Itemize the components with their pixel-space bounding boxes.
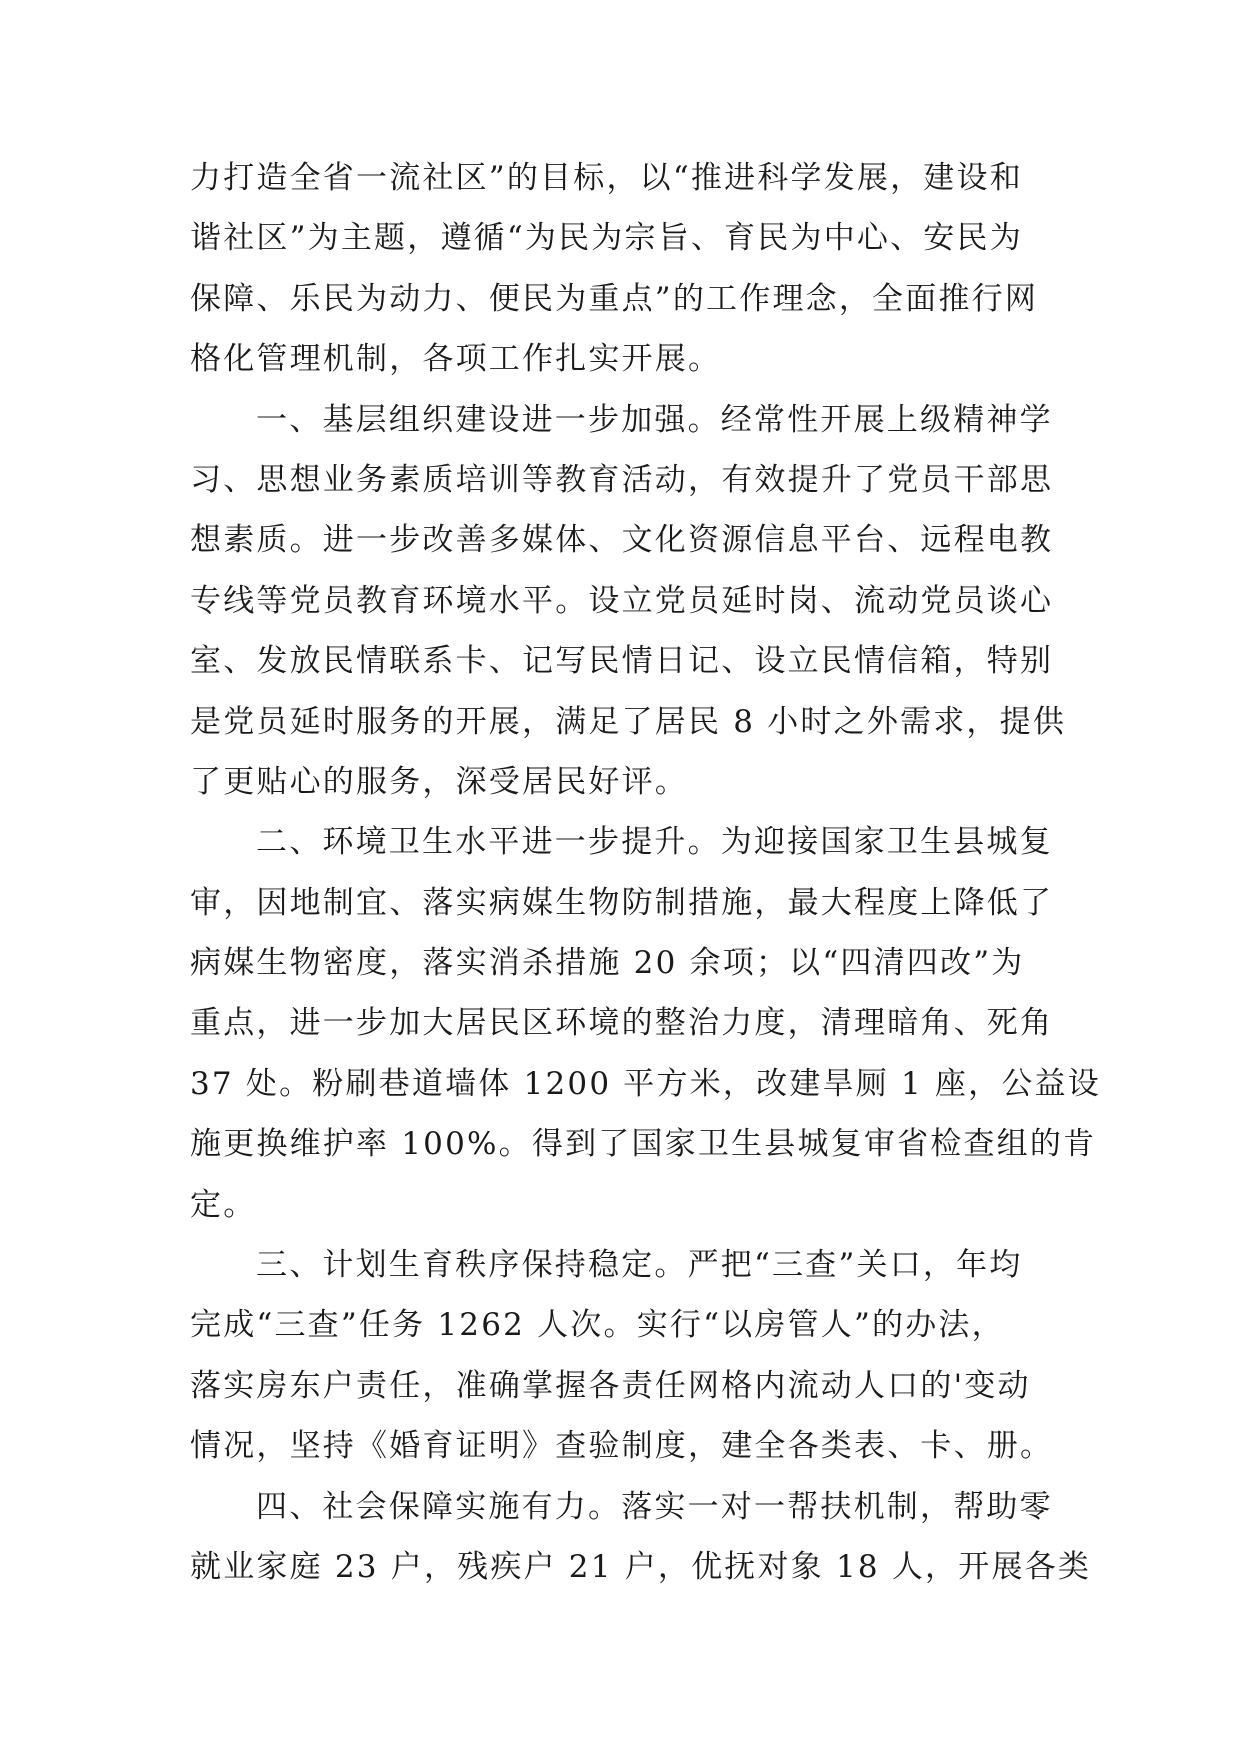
paragraph-first-line: 二、环境卫生水平进一步提升。为迎接国家卫生县城复 <box>256 824 1053 861</box>
text-line: 了更贴心的服务，深受居民好评。 <box>190 763 688 800</box>
text-line: 保障、乐民为动力、便民为重点”的工作理念，全面推行网 <box>190 280 1039 317</box>
text-line: 37 处。粉刷巷道墙体 1200 平方米，改建旱厕 1 座，公益设 <box>190 1065 1101 1102</box>
text-line: 重点，进一步加大居民区环境的整治力度，清理暗角、死角 <box>190 1005 1054 1042</box>
text-line: 定。 <box>190 1186 257 1223</box>
text-line: 就业家庭 23 户，残疾户 21 户，优抚对象 18 人，开展各类 <box>190 1548 1092 1585</box>
paragraph-first-line: 四、社会保障实施有力。落实一对一帮扶机制，帮助零 <box>256 1488 1053 1525</box>
text-line: 力打造全省一流社区”的目标，以“推进科学发展，建设和 <box>190 160 1023 196</box>
text-line: 完成“三查”任务 1262 人次。实行“以房管人”的办法， <box>190 1307 1005 1344</box>
paragraph-first-line: 三、计划生育秩序保持稳定。严把“三查”关口，年均 <box>256 1247 1023 1284</box>
text-line: 情况，坚持《婚育证明》查验制度，建全各类表、卡、册。 <box>190 1428 1054 1465</box>
body-text <box>190 148 1101 1597</box>
text-line: 施更换维护率 100%。得到了国家卫生县城复审省检查组的肯 <box>190 1126 1097 1163</box>
text-line: 审，因地制宜、落实病媒生物防制措施，最大程度上降低了 <box>190 884 1054 921</box>
text-line: 是党员延时服务的开展，满足了居民 8 小时之外需求，提供 <box>190 703 1067 740</box>
text-line: 室、发放民情联系卡、记写民情日记、设立民情信箱，特别 <box>190 643 1054 680</box>
text-line: 专线等党员教育环境水平。设立党员延时岗、流动党员谈心 <box>190 582 1054 619</box>
text-line: 习、思想业务素质培训等教育活动，有效提升了党员干部思 <box>190 461 1054 498</box>
text-line: 谐社区”为主题，遵循“为民为宗旨、育民为中心、安民为 <box>190 220 1023 257</box>
text-line: 病媒生物密度，落实消杀措施 20 余项；以“四清四改”为 <box>190 945 1025 982</box>
paragraph-first-line: 一、基层组织建设进一步加强。经常性开展上级精神学 <box>256 401 1053 438</box>
text-line: 落实房东户责任，准确掌握各责任网格内流动人口的'变动 <box>190 1367 1031 1404</box>
text-line: 格化管理机制，各项工作扎实开展。 <box>190 341 722 378</box>
text-line: 想素质。进一步改善多媒体、文化资源信息平台、远程电教 <box>190 522 1054 559</box>
